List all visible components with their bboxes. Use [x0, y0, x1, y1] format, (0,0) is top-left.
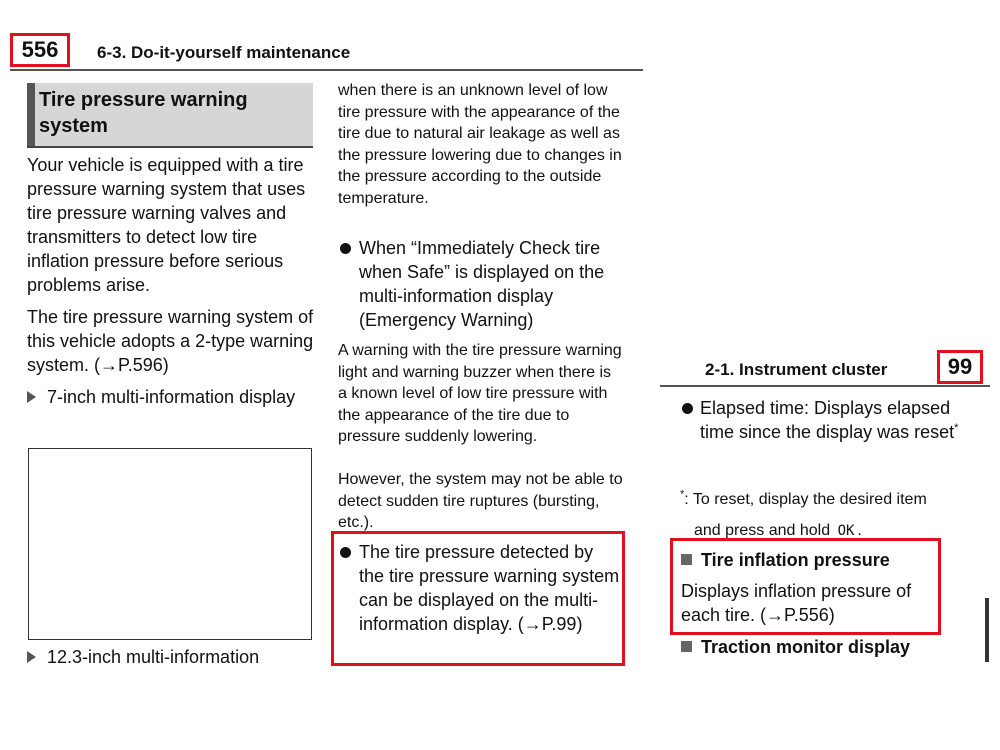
section-title-rule: [27, 146, 313, 148]
list-item-label: 12.3-inch multi-information: [47, 647, 260, 667]
warning-light-paragraph: A warning with the tire pressure warning light and warning buzzer when there is a known level of low tire pressure with the appearance of the tire due to pressure suddenly lowering.: [338, 342, 622, 445]
intro-paragraph: Your vehicle is equipped with a tire pressure warning system that uses tire pressure warning valves and transmitters to detect low tire inflation pressure before serious problems arise.: [27, 155, 306, 295]
triangle-right-icon: [27, 391, 36, 403]
page-number-556-highlight: [10, 33, 70, 67]
page-number: 99: [947, 354, 973, 379]
square-icon: [681, 641, 692, 652]
page-number-99-highlight: [937, 350, 983, 384]
footnote-marker: *: [954, 422, 959, 434]
heading-text: Tire inflation pressure: [701, 550, 890, 570]
heading-text: Traction monitor display: [701, 637, 911, 657]
tire-inflation-description: Displays inflation pressure of each tire. (→P.556): [681, 581, 912, 625]
page-number: 556: [21, 37, 59, 62]
footnote-end: .: [857, 522, 862, 539]
header-rule: [10, 69, 643, 71]
warning-type-paragraph: The tire pressure warning system of this vehicle adopts a 2-type warning system. (→P.596): [27, 307, 314, 375]
elapsed-text: Elapsed time: Displays elapsed time since the display was reset: [700, 398, 955, 442]
bullet-text: The tire pressure detected by the tire pressure warning system can be displayed on the multi-information display. (→P.99): [359, 542, 620, 634]
ok-button-label: OK: [837, 523, 855, 539]
display-image-frame: [28, 448, 312, 640]
tire-inflation-highlight: [670, 538, 941, 635]
list-item-label: 7-inch multi-information display: [47, 387, 296, 407]
chapter-header: 6-3. Do-it-yourself maintenance: [97, 43, 351, 62]
pressure-display-highlight: [331, 531, 625, 666]
page-edge-mark: [985, 598, 989, 662]
header-rule-right: [660, 385, 990, 387]
section-title: Tire pressure warning system: [39, 89, 248, 137]
section-title-bar: [27, 83, 35, 146]
however-paragraph: However, the system may not be able to detect sudden tire ruptures (bursting, etc.).: [338, 471, 623, 531]
chapter-header-right: 2-1. Instrument cluster: [705, 360, 888, 379]
section-title-box: [27, 83, 313, 146]
filled-circle-icon: [682, 403, 693, 414]
filled-circle-icon: [340, 243, 351, 254]
footnote-line2: and press and hold: [694, 522, 831, 539]
bullet-text: When “Immediately Check tire when Safe” is displayed on the multi-information display (Emergency Warning): [359, 238, 605, 330]
bullet-text: [700, 396, 980, 444]
footnote-line1: : To reset, display the desired item: [684, 491, 927, 508]
footnote-asterisk: *: [680, 488, 685, 501]
triangle-right-icon: [27, 651, 36, 663]
low-pressure-paragraph: when there is an unknown level of low tire pressure with the appearance of the tire due to natural air leakage as well as the pressure lowering due to changes in the pressure according to the outside temperature.: [338, 82, 622, 207]
